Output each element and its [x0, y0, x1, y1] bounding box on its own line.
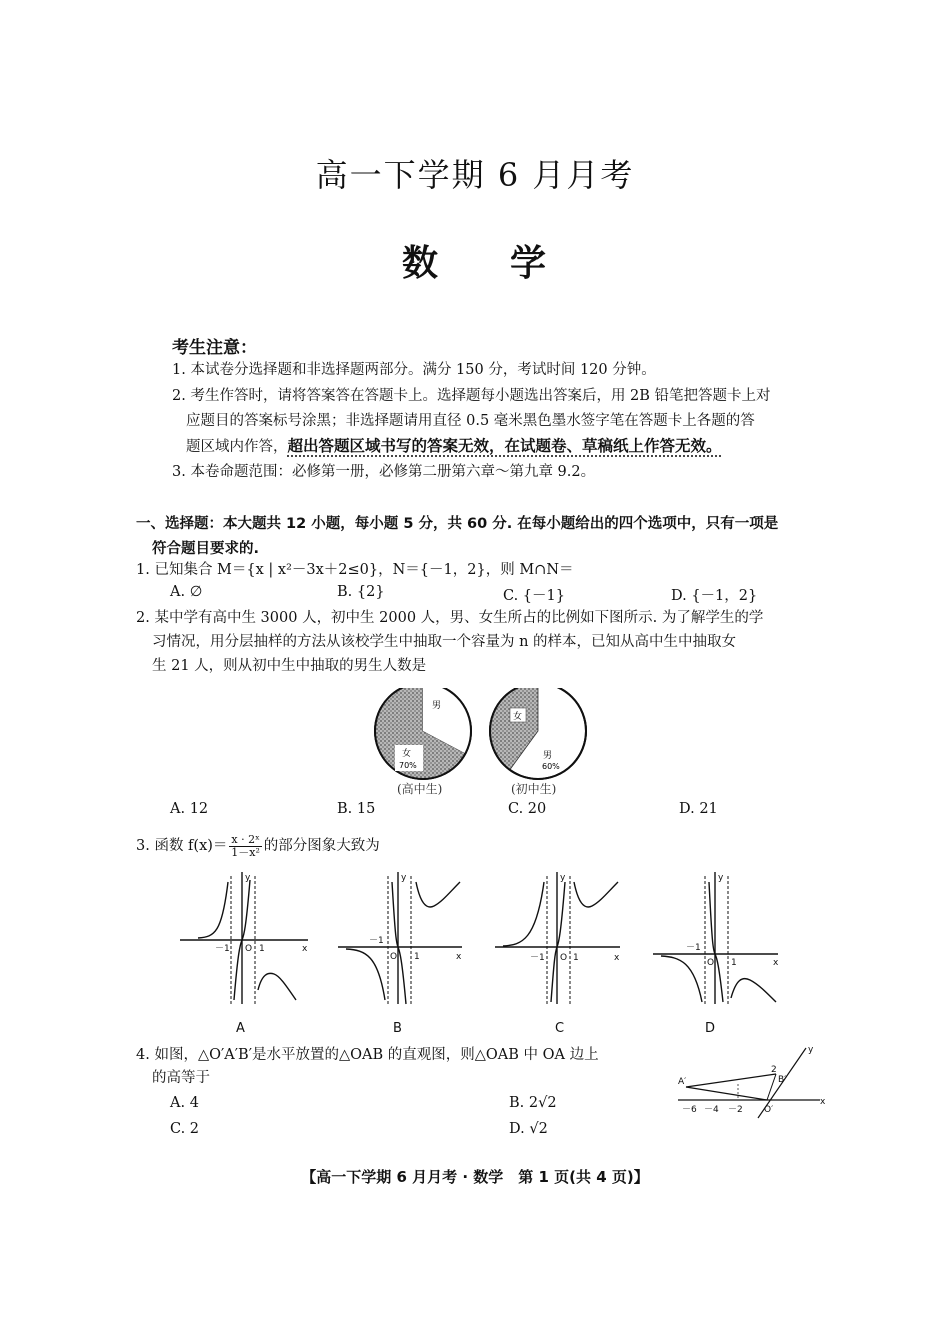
svg-text:y: y: [718, 873, 724, 883]
q4-oblique-figure: [670, 1040, 830, 1120]
exam-title: 高一下学期 6 月月考: [315, 156, 635, 194]
q3-graph-label-b: B: [393, 1021, 402, 1036]
pie-mid-male-pct: 60%: [542, 762, 560, 771]
q4-option-c: C. 2: [170, 1121, 200, 1137]
svg-text:x: x: [456, 952, 462, 962]
label-a-prime: A′: [678, 1077, 687, 1087]
notice-item-2-text: 题区域内作答，: [186, 439, 288, 455]
segment-a-b: [686, 1074, 776, 1087]
label-x: x: [820, 1097, 826, 1107]
label-y: y: [808, 1045, 814, 1055]
q2-option-d: D. 21: [679, 801, 718, 817]
svg-text:O: O: [560, 953, 568, 963]
q3-fraction: [229, 834, 261, 859]
svg-text:1: 1: [414, 952, 420, 962]
svg-text:－1: －1: [215, 944, 230, 954]
svg-text:y: y: [401, 873, 407, 883]
label-two: 2: [771, 1065, 777, 1075]
svg-text:1: 1: [573, 953, 579, 963]
q1-stem: 1. 已知集合 M＝{x | x²－3x＋2≤0}，N＝{－1，2}，则 M∩N＝: [136, 562, 574, 578]
q3-denominator: 1－x²: [231, 845, 260, 859]
q2-option-a: A. 12: [170, 801, 209, 817]
q2-stem-3: 生 21 人，则从初中生中抽取的男生人数是: [152, 658, 427, 674]
q1-option-a: A. ∅: [170, 584, 203, 600]
pie-mid-female-label: 女: [513, 712, 523, 722]
notice-emphasis: 超出答题区域书写的答案无效，在试题卷、草稿纸上作答无效。: [287, 437, 722, 455]
svg-text:1: 1: [731, 958, 737, 968]
tick-neg6: －6: [682, 1105, 697, 1115]
svg-text:x: x: [614, 953, 620, 963]
notice-item-2-cont: 应题目的答案标号涂黑；非选择题请用直径 0.5 毫米黑色墨水签字笔在答题卡上各题的答: [186, 413, 755, 429]
q3-graph-label-d: D: [705, 1021, 716, 1036]
section-heading-cont: 符合题目要求的.: [152, 541, 260, 557]
q3-graph-c: [495, 872, 620, 1004]
q4-option-a: A. 4: [170, 1095, 199, 1111]
q1-option-b: B. {2}: [337, 584, 385, 600]
pie-high-female-label: 女: [402, 749, 412, 759]
q3-stem-suffix: 的部分图象大致为: [263, 838, 380, 854]
q3-stem: [136, 832, 380, 860]
subject-title: [0, 235, 950, 286]
q3-graph-label-a: A: [236, 1021, 245, 1036]
tick-neg4: －4: [704, 1105, 719, 1115]
q3-stem-prefix: 3. 函数 f(x)＝: [136, 838, 228, 854]
q2-stem-2: 习情况，用分层抽样的方法从该校学生中抽取一个容量为 n 的样本，已知从高中生中抽取女: [152, 634, 737, 650]
svg-text:1: 1: [259, 944, 265, 954]
notice-item-2-end: [186, 436, 722, 457]
page-footer: 【高一下学期 6 月月考 · 数学 第 1 页(共 4 页)】: [301, 1168, 649, 1186]
q2-option-c: C. 20: [508, 801, 547, 817]
q3-graph-a: [180, 872, 308, 1004]
svg-text:－1: －1: [530, 953, 545, 963]
q3-numerator: x · 2ˣ: [231, 832, 260, 846]
svg-text:－1: －1: [369, 936, 384, 946]
notice-item-1: 1. 本试卷分选择题和非选择题两部分。满分 150 分，考试时间 120 分钟。: [172, 362, 656, 378]
q2-option-b: B. 15: [337, 801, 376, 817]
q4-option-d: D. √2: [509, 1121, 548, 1137]
svg-text:O: O: [707, 958, 715, 968]
q3-graphs: [170, 862, 790, 1037]
q2-stem-1: 2. 某中学有高中生 3000 人，初中生 2000 人，男、女生所占的比例如下图所示. 为了解学生的学: [136, 610, 764, 626]
svg-text:y: y: [560, 873, 566, 883]
label-o-prime: O′: [764, 1105, 774, 1115]
segment-b-o: [767, 1074, 776, 1100]
notice-item-2: 2. 考生作答时，请将答案答在答题卡上。选择题每小题选出答案后，用 2B 铅笔把答题卡上对: [172, 388, 771, 404]
pie-high-caption: (高中生): [397, 782, 443, 796]
q4-stem-2: 的高等于: [152, 1070, 210, 1086]
pie-middle-school: [490, 688, 586, 779]
svg-text:x: x: [773, 958, 779, 968]
pie-high-female-pct: 70%: [399, 761, 417, 770]
pie-mid-male-label: 男: [543, 751, 553, 761]
notice-item-3: 3. 本卷命题范围：必修第一册，必修第二册第六章～第九章 9.2。: [172, 464, 596, 480]
q4-option-b: B. 2√2: [509, 1095, 557, 1111]
tick-neg2: －2: [728, 1105, 743, 1115]
q4-stem-1: 4. 如图，△O′A′B′是水平放置的△OAB 的直观图，则△OAB 中 OA 边上: [136, 1047, 599, 1063]
pie-high-school: [375, 688, 471, 779]
section-heading: 一、选择题：本大题共 12 小题，每小题 5 分，共 60 分. 在每小题给出的四个选项中，只有一项是: [136, 516, 779, 532]
segment-a-o: [686, 1087, 767, 1100]
svg-text:x: x: [302, 944, 308, 954]
pie-mid-caption: (初中生): [511, 782, 557, 796]
notice-heading: 考生注意：: [172, 338, 257, 358]
q2-pie-figures: [360, 688, 600, 800]
subject-char-2: 学: [510, 243, 549, 284]
svg-text:y: y: [245, 873, 251, 883]
pie-high-male-label: 男: [432, 701, 442, 711]
q3-graph-label-c: C: [555, 1021, 565, 1036]
q1-option-c: C. {－1}: [503, 588, 565, 604]
subject-char-1: 数: [401, 243, 440, 284]
svg-text:O: O: [245, 944, 253, 954]
q3-graph-b: [338, 872, 462, 1004]
label-b-prime: B′: [778, 1075, 787, 1085]
q3-graph-d: [653, 872, 779, 1004]
svg-text:－1: －1: [686, 943, 701, 953]
q1-option-d: D. {－1，2}: [671, 588, 758, 604]
svg-text:O: O: [390, 952, 398, 962]
